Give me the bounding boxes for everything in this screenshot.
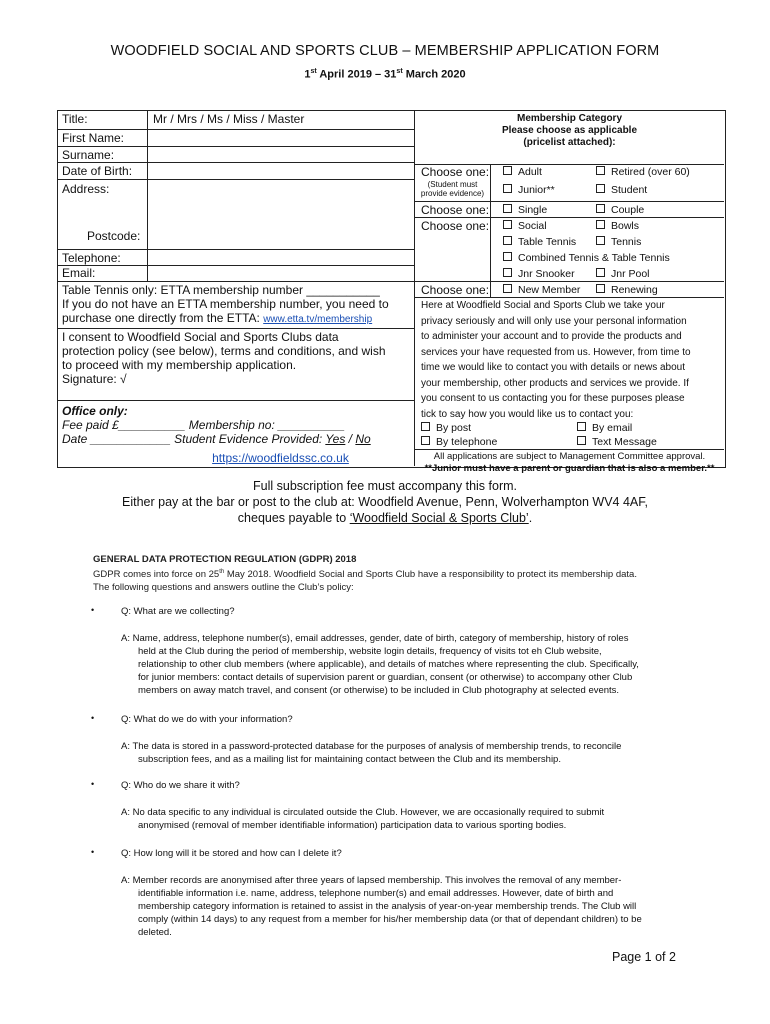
checkbox-icon (503, 236, 512, 245)
answer-3: A: No data specific to any individual is circulated outside the Club. However, we are occasionally required to submit anonymised (removal of member identifiable information) participation data to various sporting bodies. (121, 807, 605, 831)
contact-by-text[interactable]: Text Message (577, 436, 657, 448)
first-name-field[interactable] (148, 130, 414, 146)
checkbox-icon (596, 204, 605, 213)
option-jnr-pool[interactable]: Jnr Pool (596, 268, 650, 280)
choose-label-3: Choose one: (421, 219, 490, 233)
consent-section (62, 330, 414, 386)
checkbox-icon (596, 184, 605, 193)
title-options[interactable]: Mr / Mrs / Ms / Miss / Master (153, 112, 305, 126)
question-3: Q: Who do we share it with? (121, 780, 240, 791)
question-2: Q: What do we do with your information? (121, 714, 293, 725)
privacy-text: Here at Woodfield Social and Sports Club we take your privacy seriously and will only use your personal information to administer your account and to provide the products and services your have requested from us. However, from time to time we would like to contact you with details or news about your membership, other products and services we provide. If you consent to us contacting you for these purposes please tick to say how you would like us to contact you: (421, 300, 691, 420)
membership-period: 1st April 2019 – 31st March 2020 (304, 68, 466, 81)
option-renewing[interactable]: Renewing (596, 284, 658, 296)
office-fee-line: Fee paid £__________ Membership no: __________ (62, 418, 345, 432)
etta-info-line-2: purchase one directly from the ETTA: www.etta.tv/membership (62, 311, 373, 325)
payment-instructions: Full subscription fee must accompany this form. Either pay at the bar or post to the club at: Woodfield Avenue, Penn, Wolverhampton WV4 4AF, cheques payable to ‘Woodfield Social & Sports Club’. (121, 479, 648, 525)
address-label: Address: (62, 182, 110, 196)
checkbox-icon (503, 268, 512, 277)
checkbox-icon (577, 422, 586, 431)
etta-number-line[interactable]: Table Tennis only: ETTA membership number ___________ (62, 283, 380, 297)
student-note: (Student must provide evidence) (420, 180, 485, 198)
etta-info-line: If you do not have an ETTA membership number, you need to (62, 297, 389, 311)
page-number: Page 1 of 2 (612, 950, 676, 964)
table-tennis-section (62, 283, 414, 326)
checkbox-icon (596, 268, 605, 277)
email-label: Email: (62, 266, 96, 280)
answer-4: A: Member records are anonymised after three years of lapsed membership. This involves the removal of any member- identifiable information i.e. name, address, telephone number(s) and email addresses. However, date of birth and membership category information is retained to assist in the analysis of year-on-year membership trends. The Club will comply (within 14 days) to any request from a member for his/her membership data (or that of dependant children) to be deleted. (121, 875, 642, 938)
checkbox-icon (503, 284, 512, 293)
checkbox-icon (503, 220, 512, 229)
choose-label-4: Choose one: (421, 283, 490, 297)
bullet-icon: • (91, 779, 95, 789)
checkbox-icon (596, 220, 605, 229)
checkbox-icon (596, 284, 605, 293)
office-title: Office only: (62, 404, 128, 418)
option-bowls[interactable]: Bowls (596, 220, 639, 232)
answer-2: A: The data is stored in a password-protected database for the purposes of analysis of membership trends, to reconcile subscription fees, and as a mailing list for maintaining contact between the Club and its membership. (121, 741, 622, 765)
first-name-label: First Name: (62, 131, 125, 145)
email-field[interactable] (148, 266, 414, 281)
option-retired[interactable]: Retired (over 60) (596, 166, 690, 178)
form-title: WOODFIELD SOCIAL AND SPORTS CLUB – MEMBERSHIP APPLICATION FORM (110, 43, 660, 59)
bullet-icon: • (91, 847, 95, 857)
telephone-field[interactable] (148, 250, 414, 265)
option-social[interactable]: Social (503, 220, 547, 232)
surname-field[interactable] (148, 147, 414, 162)
option-new-member[interactable]: New Member (503, 284, 580, 296)
office-section (62, 404, 414, 446)
signature-field[interactable]: Signature: √ (62, 372, 127, 386)
contact-by-post[interactable]: By post (421, 422, 471, 434)
title-label: Title: (62, 112, 88, 126)
telephone-label: Telephone: (62, 251, 121, 265)
contact-by-email[interactable]: By email (577, 422, 632, 434)
bullet-icon: • (91, 605, 95, 615)
postcode-label: Postcode: (87, 229, 141, 243)
checkbox-icon (503, 166, 512, 175)
checkbox-icon (503, 204, 512, 213)
checkbox-icon (596, 236, 605, 245)
option-adult[interactable]: Adult (503, 166, 542, 178)
gdpr-intro: GDPR comes into force on 25th May 2018. Woodfield Social and Sports Club have a responsibility to protect its membership data. The following questions and answers outline the Club’s policy: (93, 569, 637, 594)
checkbox-icon (596, 166, 605, 175)
checkbox-icon (503, 252, 512, 261)
gdpr-heading: GENERAL DATA PROTECTION REGULATION (GDPR) 2018 (93, 554, 357, 565)
option-combined[interactable]: Combined Tennis & Table Tennis (503, 252, 670, 264)
website-link[interactable]: https://woodfieldssc.co.uk (212, 451, 349, 465)
option-junior[interactable]: Junior** (503, 184, 555, 196)
checkbox-icon (421, 436, 430, 445)
surname-label: Surname: (62, 148, 115, 162)
checkbox-icon (421, 422, 430, 431)
dob-field[interactable] (148, 163, 414, 179)
question-4: Q: How long will it be stored and how can I delete it? (121, 848, 342, 859)
website-link-wrap (147, 451, 414, 465)
checkbox-icon (503, 184, 512, 193)
option-couple[interactable]: Couple (596, 204, 644, 216)
approval-note: All applications are subject to Management Committee approval. (433, 451, 706, 462)
etta-link[interactable]: www.etta.tv/membership (263, 314, 373, 325)
office-date-line: Date ____________ Student Evidence Provided: Yes / No (62, 432, 371, 446)
answer-1: A: Name, address, telephone number(s), email addresses, gender, date of birth, category of membership, history of roles held at the Club during the period of membership, website login details, frequency of visits tot eh Club website, relationship to other club members (where applicable), and details of matches where representing the club. Specifically, for junior members: contact details of supervision parent or guardian, consent (or otherwise) to accompany other Club members on away match travel, and consent (or otherwise) to be included in Club photography at selected events. (121, 633, 639, 696)
choose-label-2: Choose one: (421, 203, 490, 217)
choose-label-1: Choose one: (421, 165, 490, 179)
option-jnr-snooker[interactable]: Jnr Snooker (503, 268, 575, 280)
consent-line: I consent to Woodfield Social and Sports Clubs data (62, 330, 339, 344)
option-single[interactable]: Single (503, 204, 547, 216)
consent-line: protection policy (see below), terms and conditions, and wish (62, 344, 386, 358)
checkbox-icon (577, 436, 586, 445)
option-student[interactable]: Student (596, 184, 647, 196)
membership-category-header: Membership Category Please choose as applicable (pricelist attached): (501, 113, 638, 148)
option-table-tennis[interactable]: Table Tennis (503, 236, 576, 248)
dob-label: Date of Birth: (62, 164, 133, 178)
consent-line: to proceed with my membership application. (62, 358, 297, 372)
approval-notes (415, 451, 724, 475)
bullet-icon: • (91, 713, 95, 723)
contact-by-telephone[interactable]: By telephone (421, 436, 497, 448)
option-tennis[interactable]: Tennis (596, 236, 641, 248)
question-1: Q: What are we collecting? (121, 606, 235, 617)
junior-note: **Junior must have a parent or guardian that is also a member.** (424, 463, 715, 474)
address-field[interactable] (148, 180, 414, 249)
